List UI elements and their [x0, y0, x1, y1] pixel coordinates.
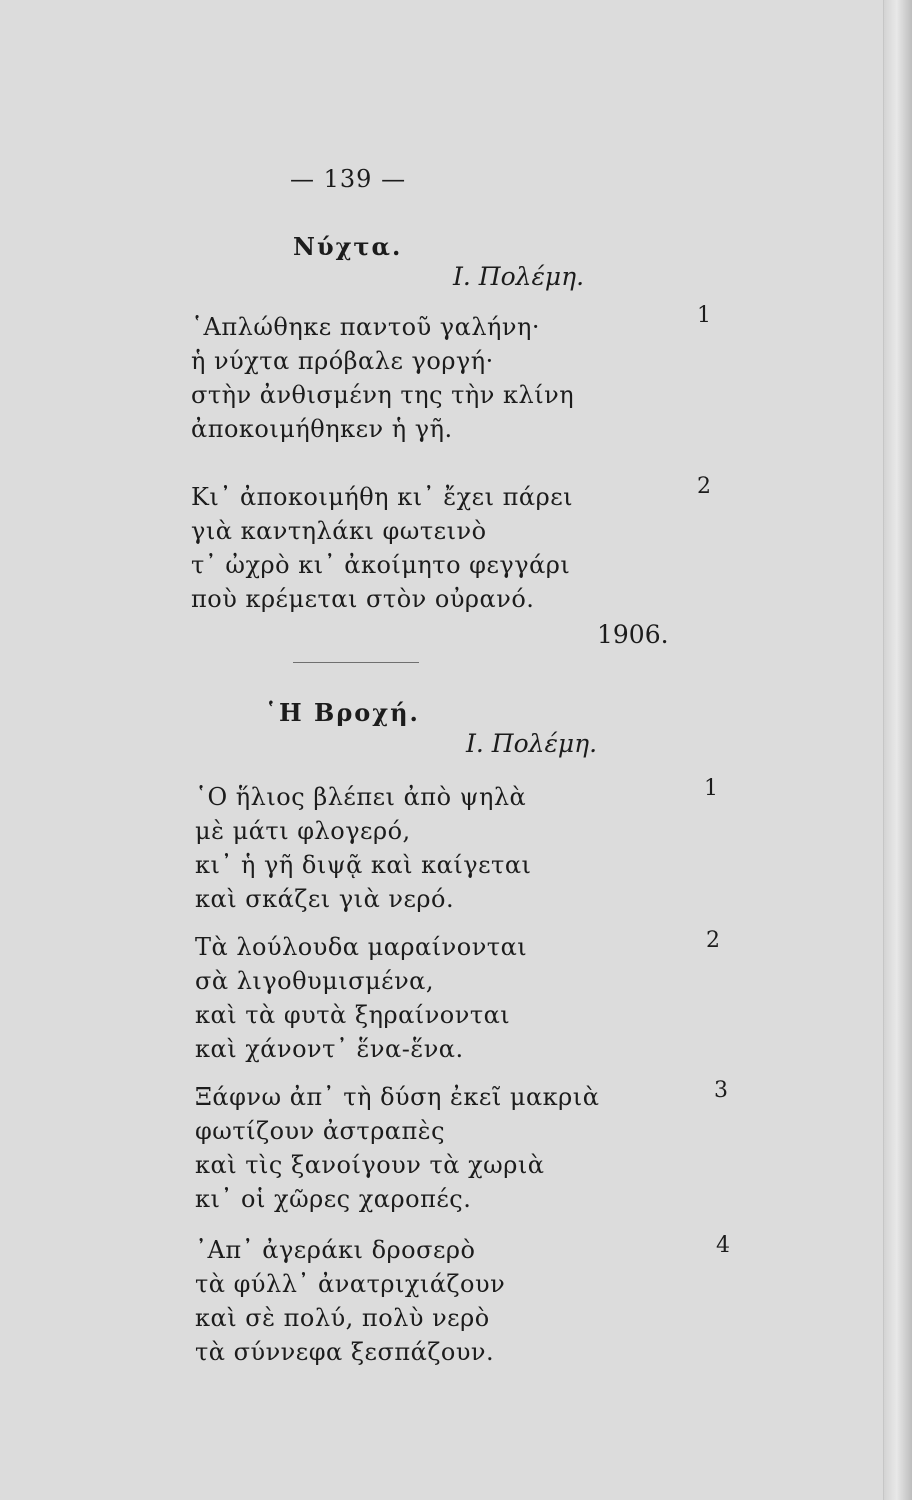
- page-edge: [883, 0, 912, 1500]
- stanza: [195, 930, 527, 1066]
- verse-line: καὶ χάνοντ᾽ ἕνα-ἕνα.: [195, 1035, 464, 1063]
- stanza: [191, 480, 573, 616]
- verse-line: καὶ σκάζει γιὰ νερό.: [195, 885, 455, 913]
- stanza-number: 1: [704, 776, 718, 801]
- poem-date: 1906.: [597, 620, 669, 649]
- verse-line: κι᾽ ἡ γῆ διψᾷ καὶ καίγεται: [195, 851, 532, 879]
- section-divider: [293, 662, 419, 663]
- verse-line: στὴν ἀνθισμένη της τὴν κλίνη: [191, 381, 575, 409]
- verse-line: τὰ φύλλ᾽ ἀνατριχιάζουν: [195, 1270, 506, 1298]
- verse-line: Ξάφνω ἀπ᾽ τὴ δύση ἐκεῖ μακριὰ: [195, 1083, 600, 1111]
- poem-title: ῾Η Βροχή.: [265, 698, 420, 727]
- stanza-number: 2: [697, 474, 711, 499]
- poem-author: Ι. Πολέμη.: [453, 262, 585, 291]
- verse-line: καὶ τὰ φυτὰ ξηραίνονται: [195, 1001, 511, 1029]
- verse-line: κι᾽ οἱ χῶρες χαροπές.: [195, 1185, 472, 1213]
- verse-line: ἡ νύχτα πρόβαλε γοργή·: [191, 347, 494, 375]
- stanza-number: 1: [697, 303, 711, 328]
- verse-line: Τὰ λούλουδα μαραίνονται: [195, 933, 528, 961]
- verse-line: ῾Απλώθηκε παντοῦ γαλήνη·: [191, 313, 541, 341]
- verse-line: μὲ μάτι φλογερό,: [195, 817, 411, 845]
- stanza: [195, 1080, 599, 1216]
- verse-line: καὶ σὲ πολύ, πολὺ νερὸ: [195, 1304, 490, 1332]
- verse-line: ἀποκοιμήθηκεν ἡ γῆ.: [191, 415, 453, 443]
- poem-title: Νύχτα.: [293, 232, 403, 261]
- verse-line: ῾Ο ἥλιος βλέπει ἀπὸ ψηλὰ: [195, 783, 527, 811]
- verse-line: τὰ σύννεφα ξεσπάζουν.: [195, 1338, 495, 1366]
- stanza: [191, 310, 574, 446]
- stanza-number: 4: [716, 1233, 730, 1258]
- verse-line: φωτίζουν ἀστραπὲς: [195, 1117, 446, 1145]
- verse-line: γιὰ καντηλάκι φωτεινὸ: [191, 517, 487, 545]
- verse-line: καὶ τὶς ξανοίγουν τὰ χωριὰ: [195, 1151, 545, 1179]
- stanza-number: 2: [706, 928, 720, 953]
- poem-author: Ι. Πολέμη.: [466, 729, 598, 758]
- verse-line: ποὺ κρέμεται στὸν οὐρανό.: [191, 585, 535, 613]
- stanza-number: 3: [714, 1078, 728, 1103]
- stanza: [195, 780, 531, 916]
- verse-line: τ᾽ ὠχρὸ κι᾽ ἀκοίμητο φεγγάρι: [191, 551, 571, 579]
- stanza: [195, 1233, 505, 1369]
- verse-line: σὰ λιγοθυμισμένα,: [195, 967, 435, 995]
- verse-line: Κι᾽ ἀποκοιμήθη κι᾽ ἔχει πάρει: [191, 483, 574, 511]
- verse-line: ᾽Απ᾽ ἀγεράκι δροσερὸ: [195, 1236, 476, 1264]
- page-number: — 139 —: [290, 165, 407, 193]
